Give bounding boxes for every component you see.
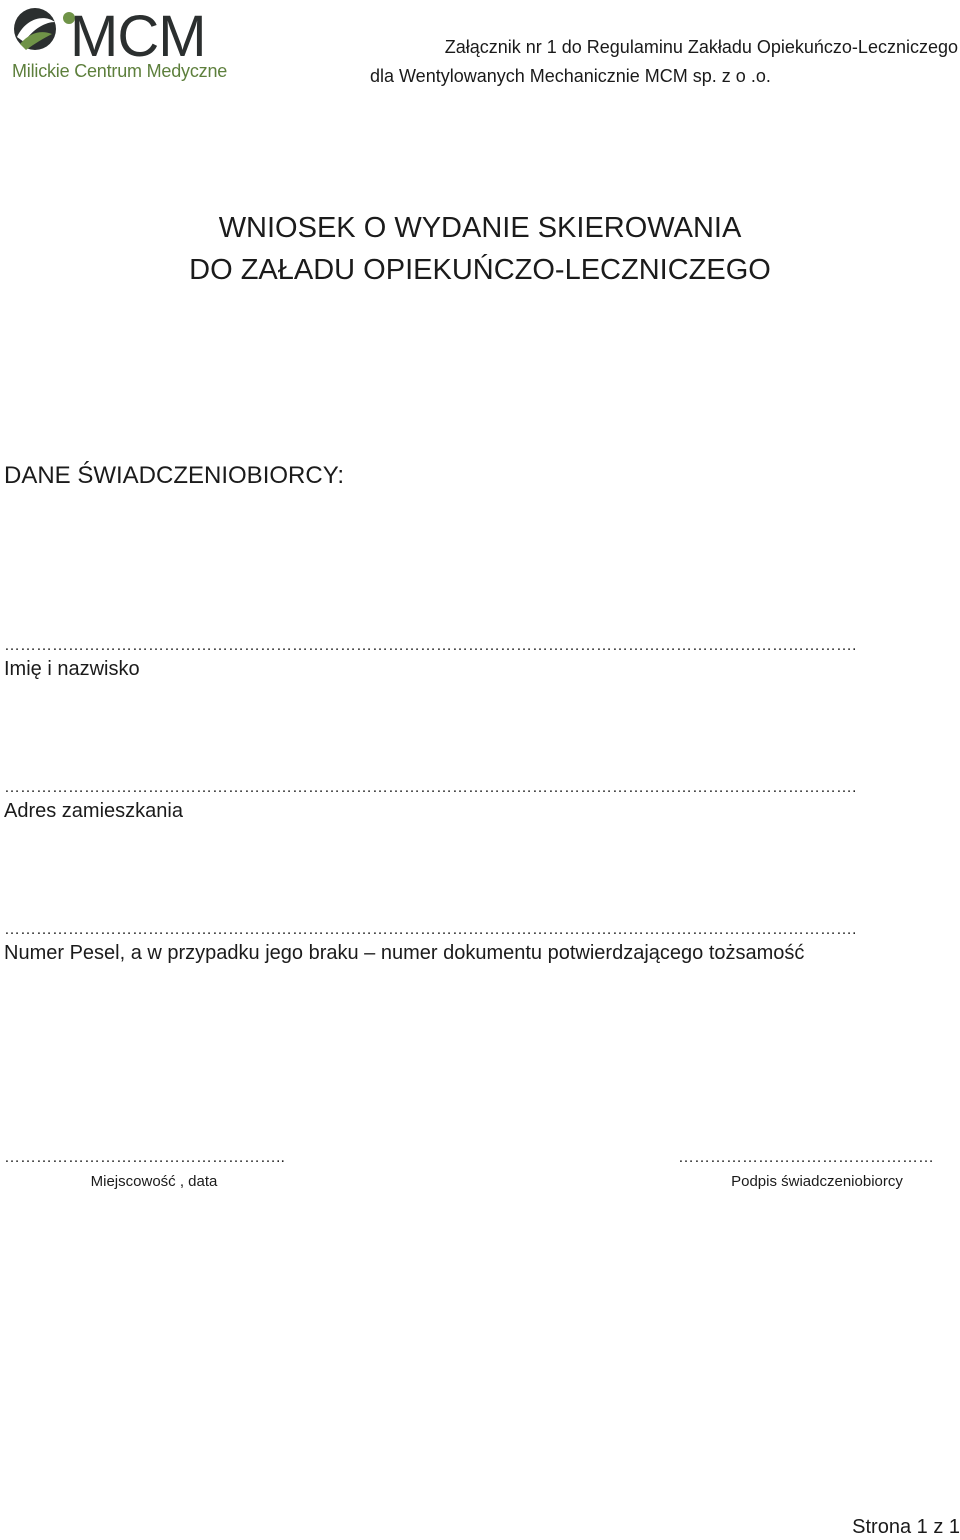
- attachment-note-line-2: dla Wentylowanych Mechanicznie MCM sp. z o .o.: [370, 66, 771, 86]
- field-pesel: [4, 921, 956, 967]
- signature-block: [678, 1149, 956, 1193]
- pesel-blank-line[interactable]: …………………………………………………………………………………………………………………………………………….: [4, 921, 857, 938]
- signature-blank-line[interactable]: …………………………………………: [678, 1149, 934, 1166]
- document-title-line-1: WNIOSEK O WYDANIE SKIEROWANIA: [218, 212, 742, 244]
- address-blank-line[interactable]: …………………………………………………………………………………………………………………………………………….: [4, 779, 857, 796]
- section-heading: DANE ŚWIADCZENIOBIORCY:: [4, 462, 345, 489]
- mcm-logo-mark: [8, 4, 258, 64]
- pesel-label: Numer Pesel, a w przypadku jego braku – numer dokumentu potwierdzającego tożsamość: [4, 942, 805, 964]
- place-date-block: [4, 1149, 304, 1193]
- document-title: [0, 207, 960, 291]
- logo-text: MCM: [70, 4, 206, 64]
- attachment-note-line-1: Załącznik nr 1 do Regulaminu Zakładu Opiekuńczo-Leczniczego: [444, 37, 958, 57]
- logo-subtitle: Milickie Centrum Medyczne: [12, 61, 228, 81]
- address-label: Adres zamieszkania: [4, 800, 183, 822]
- full-name-label: Imię i nazwisko: [4, 658, 140, 680]
- place-date-blank-line[interactable]: ……………………………………………..: [4, 1149, 285, 1166]
- field-address: [4, 779, 956, 825]
- page-number: Strona 1 z 1: [852, 1516, 960, 1538]
- signature-label: Podpis świadczeniobiorcy: [731, 1173, 903, 1190]
- document-title-line-2: DO ZAŁADU OPIEKUŃCZO-LECZNICZEGO: [189, 254, 771, 286]
- mcm-logo: [8, 4, 258, 84]
- field-full-name: [4, 637, 956, 683]
- full-name-blank-line[interactable]: …………………………………………………………………………………………………………………………………………….: [4, 637, 857, 654]
- attachment-note: [358, 33, 958, 91]
- place-date-label: Miejscowość , data: [90, 1173, 218, 1190]
